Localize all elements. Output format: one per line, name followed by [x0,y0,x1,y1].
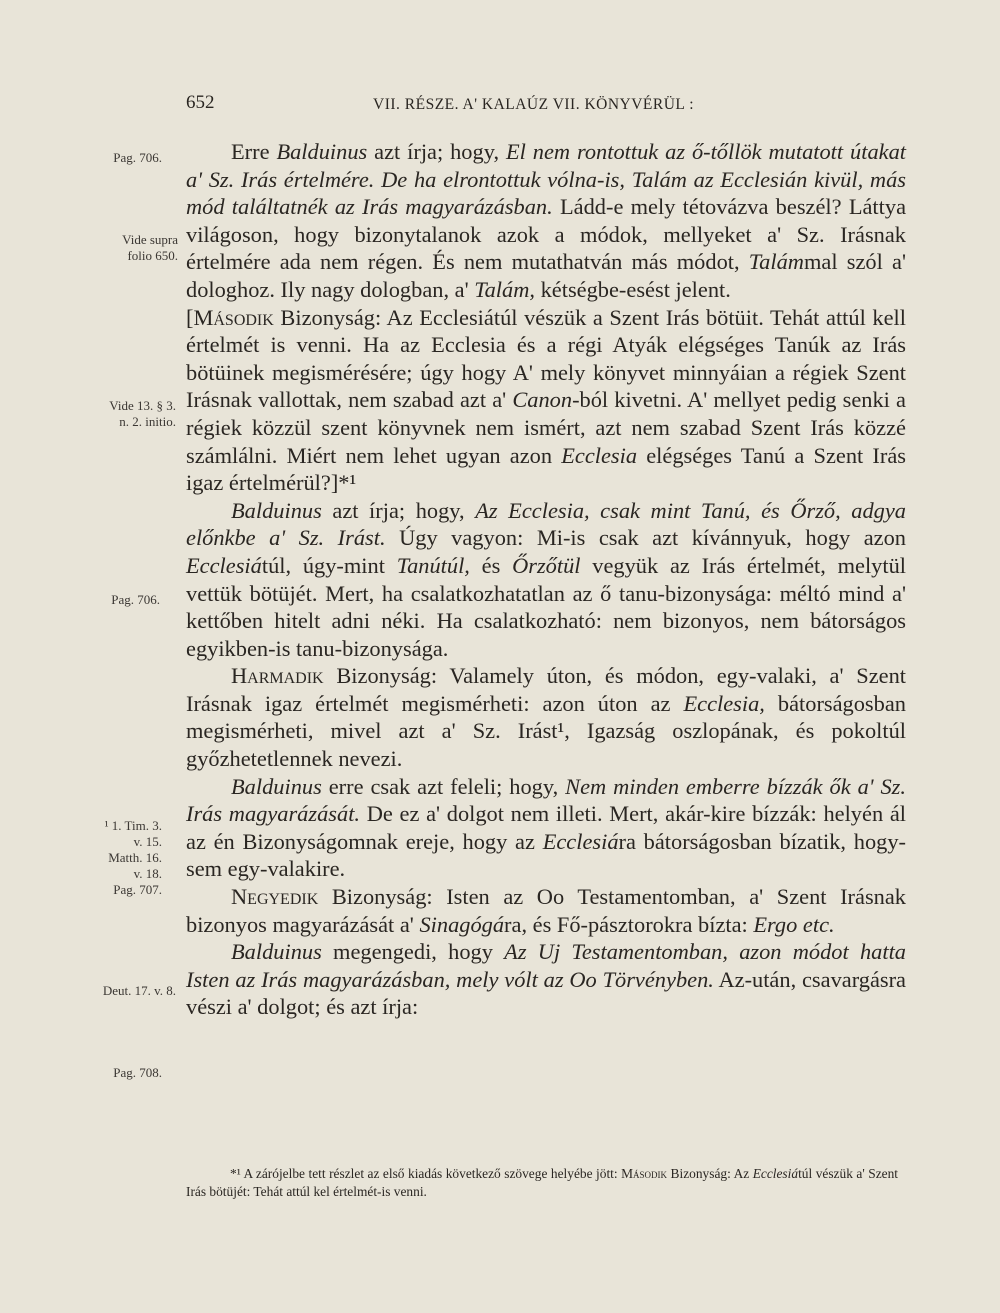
italic-run: Sinagógá [419,911,505,937]
italic-run: Balduinus [231,939,322,965]
text-run: ra, és Fő-pásztorokra bízta: [504,911,754,937]
running-head: VII. RÉSZE. A' KALAÚZ VII. KÖNYVÉRÜL : [373,96,695,113]
small-caps-run: Harmadik [231,663,324,689]
text-run: bátorságosban megismérheti, mivel azt a' Sz. Irást¹, Igazság oszlopának, és pokoltúl győzhetetlennek nevezi. [186,690,906,772]
page-number: 652 [186,92,215,113]
footnote-paragraph [186,1165,898,1201]
margin-note-line: Vide 13. § 3. [109,398,176,413]
text-run: azt írja; hogy, [321,497,476,523]
paragraph [186,938,906,1021]
text-run: Bizonyság: Az [667,1166,753,1181]
italic-run: Balduinus [276,139,368,164]
margin-note-6 [76,983,176,999]
paragraph [186,883,906,938]
text-run: Bizonyság: Valamely úton, és módon, egy-valaki, a' Szent Irásnak igaz értelmét megismérheti: azon úton az [186,663,906,716]
text-run: vegyük az Irás értelmét, melytül vettük bötüjét. Mert, ha csalatkozhatatlan az ő tanu-bizonysága: méltó mind a' kettőben hitelt adni néki. Ha csalatkozható: nem bizonyos, nem bátorságos egyikben-is tanu-bizonysága. [186,552,906,661]
text-run: elégséges Tanú a Szent Irás igaz értelmérül?]*¹ [186,442,906,496]
text-run: Az-után, csavargásra vészi a' dolgot; és azt írja: [186,966,906,1020]
italic-run: Canon [512,387,573,413]
text-run: *¹ A zárójelbe tett részlet az első kiadás következő szövege helyébe jött: [230,1166,622,1181]
text-run: Úgy vagyon: Mi-is csak azt kívánnyuk, hogy azon [385,525,906,551]
margin-note-2 [78,232,178,264]
text-run: ra bátorságosban bízatik, hogy-sem egy-valakire. [186,828,907,882]
italic-run: Ecclesiá [542,828,619,854]
margin-note-line: Pag. 707. [113,882,162,897]
italic-run: Az Uj Testamentomban, azon módot hatta Isten az Irás magyarázásban, mely vólt az Oo Törvényben. [186,939,906,992]
text-run: erre csak azt feleli; hogy, [321,773,566,799]
margin-note-line: Vide supra [122,232,178,247]
margin-note-line: folio 650. [127,248,178,263]
margin-note-4 [60,592,160,608]
margin-note-line: ¹ 1. Tim. 3. [104,818,162,833]
margin-note-line: v. 18. [133,866,162,881]
text-run: Bizonyság: Isten az Oo Testamentomban, a' Szent Irásnak bizonyos magyarázását a' [186,884,906,937]
italic-run: Nem minden emberre bízzák ők a' Sz. Irás magyarázását. [186,773,906,827]
paragraph [186,773,906,883]
small-caps-run: Második [621,1166,668,1181]
text-run: -ból kivetni. A' mellyet pedig senki a régiek közzül szent könyvnek nem ismért, azt nem szabad Szent Irás közzé számlálni. Miért nem lehet ugyan azon [186,387,906,468]
italic-run: Talám, [474,276,535,302]
italic-run: Talám [748,249,804,275]
text-run: és [469,552,513,578]
paragraph [186,662,906,772]
margin-note-line: Deut. 17. v. 8. [102,983,176,998]
text-run: Ládd-e mely tétovázva beszél? Láttya világoson, hogy bizonytalanok azok a módok, mellyeket a' Sz. Irásnak értelmére ada nem régen. És nem mutathatván más módot, [186,194,907,275]
italic-run: Az Ecclesia, csak mint Tanú, és Őrző, adgya előnkbe a' Sz. Irást. [186,497,907,551]
italic-run: Ecclesiá [186,552,262,578]
text-run: megengedi, hogy [321,939,505,965]
paragraph [186,497,906,663]
paragraph [186,304,906,497]
italic-run: Ecclesia, [683,690,765,716]
footnote [186,1165,898,1201]
margin-note-3 [76,398,176,430]
italic-run: Ecclesiá [752,1166,799,1181]
margin-note-7 [62,1065,162,1081]
italic-run: Őrzőtül [512,552,581,578]
page-header [0,92,1000,122]
margin-note-line: Pag. 706. [113,150,162,165]
margin-note-line: v. 15. [133,834,162,849]
text-run: Erre [231,139,277,164]
small-caps-run: Negyedik [231,884,319,910]
italic-run: Tanútúl, [396,552,470,578]
italic-run: El nem rontottuk az ő-tőllök mutatott útakat a' Sz. Irás értelmére. De ha elrontottuk vólna-is, Talám az Ecclesián kivül, más mód találtatnék az Irás magyarázásban. [186,139,906,220]
paragraph [186,138,906,304]
text-run: túl vészük a' Szent Irás bötüjét: Tehát attúl kel értelmét-is venni. [186,1166,899,1199]
margin-note-line: Pag. 706. [111,592,160,607]
text-run: De ez a' dolgot nem illeti. Mert, akár-kire bízzák: helyén ál az én Bizonyságomnak ereje, hogy az [186,801,906,854]
italic-run: Balduinus [231,497,322,523]
margin-note-line: Matth. 16. [108,850,162,865]
text-run: azt írja; hogy, [367,139,506,164]
italic-run: Balduinus [231,773,322,799]
text-run: túl, úgy-mint [261,552,397,578]
text-run: Bizonyság: Az Ecclesiátúl vészük a Szent Irás bötüit. Tehát attúl kell értelmét is venni. Ha az Ecclesia és a régi Atyák elégséges Tanúk az Irás bötüinek megismérésére; úgy hogy A' mely könyvet minnyáian a régiek Szent Irásnak vallottak, nem szabad azt a' [186,304,906,413]
margin-note-line: n. 2. initio. [119,414,176,429]
margin-note-5 [62,818,162,898]
italic-run: Ergo etc. [753,911,835,937]
body-text [186,138,906,1021]
text-run: kétségbe-esést jelent. [535,276,731,302]
margin-note-1 [62,150,162,166]
text-run: mal szól a' dologhoz. Ily nagy dologban, a' [186,249,906,302]
small-caps-run: [Második [186,304,274,330]
italic-run: Ecclesia [561,442,638,468]
margin-note-line: Pag. 708. [113,1065,162,1080]
